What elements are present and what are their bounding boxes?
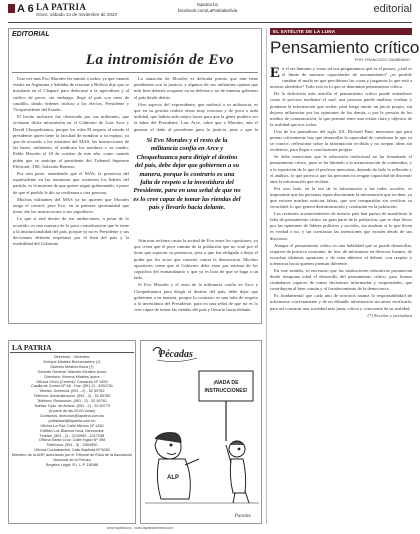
editorial-column-2-bottom [134, 238, 258, 320]
paragraph: Si Evo Morales y el resto de la militancia confía en Arce y Choquehuanca para dirigir el destino del país, debe dejar que gobiernen a su manera, porque lo contrario es una falta de respeto a la investidura del Presidente, para en una señal de que no es lo cree capaz de tomar las riendas del país y llevarlo hacia delante. [134, 282, 258, 313]
figure-right [226, 441, 249, 503]
editorial-column-1 [13, 76, 129, 320]
staff-line: (A partir de las 20:00 horas) [48, 408, 96, 413]
paragraph: La situación de Morales es delicada puesto que aún tiene pendientes con la justicia, y algunos de sus militantes opinan que más bien debería ocuparse en su defensa y no de intentar gobernar el país desde detrás. [134, 76, 258, 100]
staff-line: Marcelo Miralles Bova (†) [50, 364, 94, 369]
editorial-label: EDITORIAL [12, 31, 50, 38]
web-links [178, 2, 237, 14]
signature: (*) Escritor y periodista [367, 312, 412, 318]
title-rule [12, 72, 258, 73]
drop-cap: E [270, 66, 281, 81]
staff-line: Gerente General: Marcelo Miralles Iporre [37, 369, 107, 374]
paragraph: De la definición más sencilla el pensamiento crítico puede entenderse como el proceso mediante el cual, una persona puede analizar, evaluar y ponderar la información que recibe, para luego emitir un juicio propio, sin dejarse influenciar por las opiniones de los demás, o por la presión de los medios de comunicación, lo que permite tener una visión clara y objetiva de la realidad que nos rodea. [270, 91, 412, 127]
staff-line: Oficina Oruro (Central): Camacho Nº 1892 [36, 379, 108, 384]
protest-sign [199, 371, 253, 441]
staff-lines [11, 355, 133, 468]
website-link[interactable]: lapatria.bo [197, 2, 219, 7]
paper-name: LA PATRIA [36, 2, 87, 12]
opinion-byline: POR: FRANCISCO ZAMBRANO [354, 58, 410, 62]
staff-line: Teléfono: Redacción: (591 - 2) - 52 50761 [36, 399, 108, 404]
figure-left [155, 433, 199, 499]
header-rule [8, 22, 412, 23]
staff-line: Registro Legal: R.I. L.P. 180/88 [45, 462, 99, 467]
staff-line: publicidad@lapatria.com.bo [48, 418, 96, 423]
column-label: EL SATÉLITE DE LA LUNA [270, 28, 412, 35]
cartoon [140, 340, 262, 524]
svg-text:ALP: ALP [167, 475, 179, 481]
staff-line: Oficina La Paz: Calle México Nº 1430 [40, 423, 104, 428]
cartoon-drawing [141, 341, 263, 525]
footer-links: www.lapatria.bo - www.lapatriaenlinea.com [106, 526, 174, 530]
sign-line-2: INSTRUCCIONES! [204, 388, 248, 394]
staff-line: Casilla de Correo Nº 48 - Fax: (591-2) - 5250781 [30, 384, 113, 389]
staff-line: Telefax: Dpto. de Avisos: (591 - 2) - 52 50779 [33, 404, 111, 409]
page-marker-icon [8, 4, 15, 13]
paragraph: En este sentido, es necesario que las instituciones educativas promuevan desde temprana edad el desarrollo del pensamiento crítico, para formar ciudadanos capaces de tomar decisiones informadas y responsables, que contribuyan al bien común y al fortalecimiento de la democracia. [270, 268, 412, 292]
paragraph: Aún más rechazo causa la actitud de Evo entre los opositores, ya que creen que el peor camino de la población que no votó por él tiene que soportar su presencia, pese a que fue obligado a dejar el poder por los actos que cometió contra la democracia. Muchos opositores creen que el Gobierno debe estar por encima de los caprichos del exmandatario y que ya es hora de que se haga a un lado. [134, 238, 258, 281]
opinion-body [270, 66, 412, 521]
paragraph: Una vez más Evo Morales les mintió a todos, ya que cuando estaba en Argentina y hablaba de retornar a Bolivia dijo que se instalaría en el Chapare para dedicarse a la agricultura y al cultivo de peces, sin embargo, llegó al país con aires de caudillo, dando órdenes incluso a los electos, Presidente y Vicepresidente del Estado. [13, 76, 129, 113]
staff-rule [10, 352, 134, 353]
sign-line-1: ¡NADA DE [213, 380, 239, 386]
staff-line: Edificio Los Blancos Urca, Mezzanine [40, 428, 104, 433]
staff-line: Directorio - Gerentes: [53, 355, 91, 359]
staff-line: Oficina Cochabamba: Calle Baptista Nº 5062 [34, 448, 110, 453]
pull-quote: Si Evo Morales y el resto de la militancia confía en Arce y Choquehuanca para dirigir el destino del país, debe dejar que gobiernen a su manera, porque lo contrario es una falta de respeto a la investidura del Presidente, para en una señal de que no es lo cree capaz de tomar las riendas del país y llevarlo hacia delante. [133, 137, 241, 212]
staff-title: LA PATRIA [12, 343, 52, 352]
staff-line: Contactos: direccion@lapatria.com.bo [39, 413, 105, 418]
paragraph: Es fundamental que cada uno de nosotros asuma la responsabilidad de informarse correctamente y de no difundir información sin antes verificarla, para así construir una sociedad más justa, crítica y consciente de su realidad. [270, 293, 412, 311]
paragraph: El hecho inclusive fue observado por sus militantes, que rechazan dicha intromisión en el Gobierno de Luis Arce y David Choquehuanca, porque los roles El respeto al estado el presidente quien tiene la facultad de nombrar a su equipo, ya que de acuerdo a los estatutos del MAS, las instrucciones de las bases, militantes, el sindicato los nombres o su cuadro, Pablo Morales el 18 de octubre de este año, como cuando piden que se anticipe al presidente del Tribunal Supremo Electoral, TSE, Salvador Romero. [13, 114, 129, 169]
section-name: editorial [373, 3, 412, 15]
staff-line: Directora: Ximena Miralles Iporre [44, 374, 100, 379]
cartoon-brand: Pécadas [159, 349, 193, 360]
opinion-title: Pensamiento crítico [270, 38, 420, 57]
facebook-link[interactable]: facebook.com/LaPatriaBolivia [178, 8, 238, 13]
staff-line: Telefax: (591 - 2) - 2210950 - 2117038 [39, 433, 105, 438]
paragraph: Por otro lado, en la era de la información y las redes sociales, es importante que las personas sepan discriminar la información que reciben, ya que existen muchas noticias falsas, que son compartidas sin verificar su veracidad, lo que genera desinformación y confusión en la población. [270, 185, 412, 210]
date-line: Oruro, sábado 14 de noviembre de 2020 [36, 12, 118, 17]
paragraph: n el ser humano y como tal nos preguntamos qué es el pensar, ¿cuál es el límite de nuestras capacidades de razonamiento? ¿es posible cambiar el modo en que percibimos las cosas y juzgamos lo que está a nuestro alrededor? Todo esto es lo que se denomina pensamiento crítico. [270, 66, 412, 90]
cartoon-logo [153, 347, 197, 361]
paragraph: Otro aspecto del expresidente, que molestó a su militancia, es que en su gestión realizó obras muy costosas y de poca o nula utilidad, que habría sido mejor hacer para que la gente pudiera ver la labor del Presidente, Luis Arce, sobre que a Morales, aún el generar el daño al presidente para la justicia, pese a que la [134, 101, 258, 132]
page-number: A 6 [8, 3, 34, 15]
paragraph: Uno de los pensadores del siglo XX, Richard Paul, menciona que para pensar críticamente hay que desarrollar la capacidad de cuestionar lo que ya se conoce, reflexionar sobre la información recibida y no aceptar ideas sin evidencia, para llegar a conclusiones propias. [270, 128, 412, 153]
paragraph: Por otra parte, atendiendo que el MAS, la presencia del expresidente en las reuniones que sostienen los líderes del partido, es la muestra de que quiere seguir gobernando, a pesar de que el pueblo le dio su confianza a otra persona. [13, 171, 129, 195]
cartoon-author: Paredes [234, 514, 251, 519]
column-divider [266, 28, 267, 524]
staff-line: Teléfonos: (591 - 3) - 3354590 [46, 443, 98, 448]
staff-line: Enrique Miralles Bonnecarrere (†) [43, 359, 101, 364]
staff-line: Miembro de la ANP, autorizado por el Tribunal de Ética de la Asociación Nacional de la Prensa [11, 453, 133, 463]
paragraph: Se debe mencionar que la educación tradicional no ha fomentado el pensamiento crítico, pues se ha limitado a la memorización de contenidos, y a la repetición de lo que el profesor menciona, dejando de lado la reflexión y el análisis, lo que provoca que las personas no tengan capacidad de discernir ante la información que reciben. [270, 154, 412, 184]
staff-line: Teléfono: Administración: (591 - 2) - 52 50780 [33, 394, 111, 399]
paragraph: Muchos militantes del MAS ya no quieren que Morales tenga el control, pero Evo, en la primera oportunidad que tiene, dio las instrucciones a sus seguidores. [13, 196, 129, 215]
paragraph: Los recientes acontecimientos de nuestro país han puesto de manifiesto la falta de pensamiento crítico en gran parte de la población, que se deja llevar por las opiniones de líderes políticos y sociales, sin analizar si lo que dicen es verdad o no, y sin cuestionar las intenciones que existen detrás de sus discursos. [270, 211, 412, 241]
editorial-column-2-top [134, 76, 258, 133]
paragraph: Lo que sí está dentro de sus atribuciones, a pesar de lo ocurrido, es una muestra de la poca consideración que le tiene a la institucionalidad del país, porque ya no es Presidente y sus decisiones deberán respetarse por el bien del país y la estabilidad del Gobierno. [13, 216, 129, 247]
editorial-title: La intromisión de Evo [85, 52, 235, 68]
paragraph: Aunque el pensamiento crítico es una habilidad que se puede desarrollar, requiere de práctica constante, de leer, de informarse en diversas fuentes, de escuchar distintas opiniones y de estar abiertos al debate, con respeto y tolerancia hacia quienes piensan diferente. [270, 242, 412, 266]
staff-line: Oficina Santa Cruz: Calle Ingavi Nº 398 [38, 438, 106, 443]
staff-line: Telefax: Gerencia: (591 - 2) - 52 50782 [39, 389, 105, 394]
